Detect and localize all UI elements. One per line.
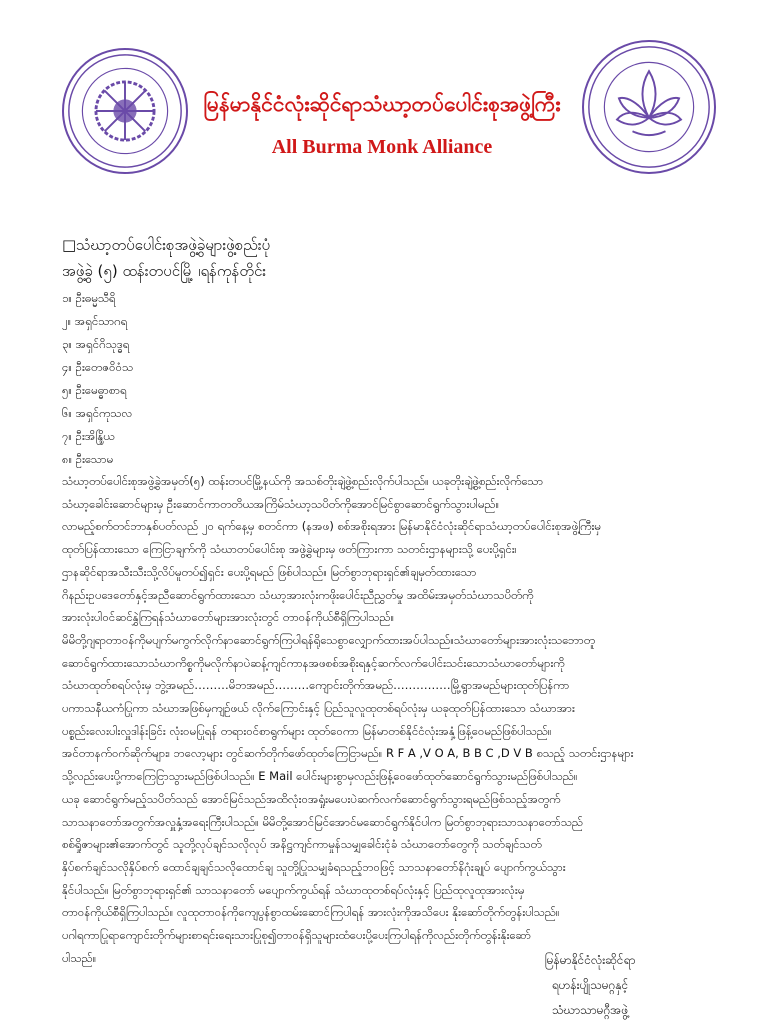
list-item: ၄။ ဦးတေဇဝိဝံသ bbox=[62, 360, 134, 374]
organization-title-burmese: မြန်မာနိုင်ငံလုံးဆိုင်ရာသံဃာ့တပ်ပေါင်းစုအဖွဲ့ကြီး bbox=[203, 92, 561, 116]
right-seal-logo bbox=[582, 40, 716, 174]
dharma-wheel-icon bbox=[64, 50, 186, 172]
body-line: သို့လည်းပေးပို့ကာကြေငြာသွားမည်ဖြစ်ပါသည်။ E Mail ပေါင်းများစွာမှလည်းဖြန့်ဝေဖော်ထုတ်ဆောင်ရွက်သွားမည်ဖြစ်ပါသည်။ bbox=[62, 769, 578, 784]
body-line: ပကာသနီယကံပြုကာ သံဃာအဖြစ်မှကျဉ်ဖယ် လိုက်ကြောင်းနှင့် ပြည်သူလူထုတစ်ရပ်လုံးမှ ယခုထုတ်ပြန်ထားသော သံဃာအား bbox=[62, 701, 575, 716]
lotus-icon bbox=[584, 42, 714, 172]
subunit-location-title: အဖွဲ့ခွဲ (၅) ထန်းတပင်မြို့ ၊ရန်ကုန်တိုင်း bbox=[62, 262, 267, 280]
body-line: သံဃာ့တပ်ပေါင်းစုအဖွဲ့ခွဲအမှတ်(၅) ထန်းတပင်မြို့နယ်ကို အသစ်တိုးချဲ့ဖွဲ့စည်းလိုက်ပါသည်။ ယခုတိုးချဲ့ဖွဲ့စည်းလိုက်သော bbox=[62, 474, 544, 488]
body-line: ထုတ်ပြန်ထားသော ကြေငြာချက်ကို သံဃာတပ်ပေါင်းစု အဖွဲ့ခွဲများမှ ဖတ်ကြားကာ သတင်းဌာနများသို့ ပေးပို့ရှင်း၊ bbox=[62, 542, 517, 557]
body-line: သာသနာတော်အတွက်အလှူနှံ့အရေးကြီးပါသည်။ မိမိတို့အောင်မြင်အောင်မဆောင်ရွက်နိုင်ပါက မြတ်စွာဘုရားသာသနာတော်သည် bbox=[62, 814, 584, 829]
body-line: ပါသည်။ bbox=[62, 950, 97, 965]
body-line: သံဃာထုတ်စရပ်လုံးမှ ဘွဲ့အမည်………မိဘအမည်………ကျောင်းတိုက်အမည်……………မြို့ရွာအမည်များထုတ်ပြန်ကာ bbox=[62, 678, 570, 693]
signature-block bbox=[510, 948, 670, 1023]
subunit-heading bbox=[62, 232, 270, 284]
body-line: အားလုံးပါဝင်ဆင်နွှဲကြရန်သံဃာတော်များအားလုံးတွင် တာဝန်ကိုယ်စီရှိကြပါသည်။ bbox=[62, 610, 395, 625]
body-line: ပစ္စည်းလေးပါးလှူဒါန်းခြင်း လုံးဝမပြုရန် တရားဝင်စာရွက်များ ထုတ်ဝေကာ မြန်မာတစ်နိုင်ငံလုံးအနှံ့ဖြန့်ဝေမည်ဖြစ်ပါသည်။ bbox=[62, 723, 552, 738]
body-line: တာဝန်ကိုယ်စီရှိကြပါသည်။ လူထုတာဝန်ကိုကျေပွန်စွာထမ်းဆောင်ကြပါရန် အားလုံးကိုအသိပေး နိုးဆော်တိုက်တွန်းပါသည်။ bbox=[62, 905, 560, 920]
list-item: ၆။ အရှင်ကုသလ bbox=[62, 406, 133, 420]
body-line: စစ်ရှိုဇာများ၏အောက်တွင် သူတို့လုပ်ချင်သလိုလုပ် အနိဋ္ဌကျင်ကာမှုန်သမျှခေါင်းငုံခံ သံဃာတော်တွေကို သတ်ချင်သတ် bbox=[62, 837, 542, 852]
signature-line: ရဟန်းပျိုသမဂ္ဂနှင့် bbox=[551, 978, 629, 992]
subunit-structure-title: □သံဃာ့တပ်ပေါင်းစုအဖွဲ့ခွဲများဖွဲ့စည်းပုံ bbox=[62, 236, 271, 254]
list-item: ၇။ ဦးအိန္ဒြိယ bbox=[62, 429, 115, 443]
signature-line: မြန်မာနိုင်ငံလုံးဆိုင်ရာ bbox=[544, 953, 636, 967]
list-item: ၈။ ဦးသောမ bbox=[62, 452, 114, 466]
body-line: သံဃာ့ခေါင်းဆောင်များမှ ဦးဆောင်ကာတတိယအကြိမ်သံဃာ့သပိတ်ကိုအောင်မြင်စွာဆောင်ရွက်သွားပါမည်။ bbox=[62, 496, 500, 511]
body-line: နိုင်ပါသည်။ မြတ်စွာဘုရားရှင်၏ သာသနာတော် မပျောက်ကွယ်ရန် သံဃာထုတစ်ရပ်လုံးနှင့် ပြည်ထုလူထုအားလုံးမှ bbox=[62, 882, 525, 897]
body-line: ဌာနဆိုင်ရာအသီးသီးသို့လိပ်မူတပ်၍ရှင်း ပေးပို့ရမည် ဖြစ်ပါသည်။ မြတ်စွာဘုရားရှင်၏ချမှတ်ထားသော bbox=[62, 564, 477, 579]
announcement-body bbox=[62, 470, 712, 969]
body-line: ယခု ဆောင်ရွက်မည့်သပိတ်သည် အောင်မြင်သည်အထိလုံးဝအရှုံးမပေးပဲဆက်လက်ဆောင်ရွက်သွားရမည်ဖြစ်သည့်အတွက် bbox=[62, 791, 561, 806]
body-line: မိမိတို့ဂျရာတာဝန်ကိုမပျက်မကွက်လိုက်နာဆောင်ရွက်ကြပါရန်ရိုသေစွာလျှောက်ထားအပ်ပါသည်။သံဃာတော်များအားလုံးသဘောတူ bbox=[62, 632, 596, 647]
body-line: ဆောင်ရွက်ထားသောသံဃာကိစ္စကိုမလိုက်နာပဲဆန့်ကျင်ကာနအဖစစ်အစိုးရနှင့်ဆက်လက်ပေါင်းသင်းသောသံဃာတော်များကို bbox=[62, 655, 565, 670]
list-item: ၅။ ဦးမေဓ္ဓာစာရ bbox=[62, 383, 127, 397]
signature-line: သံဃာသာမဂ္ဂီအဖွဲ့ bbox=[551, 1003, 629, 1017]
body-line: ဂိနည်းဥပဒေတော်နှင့်အညီဆောင်ရွက်ထားသော သံဃာ့အားလုံးကဖိုးပေါင်းညီညွှတ်မှု အထိမ်းအမှတ်သံဃာသပိတ်ကို bbox=[62, 587, 534, 602]
body-line: နှိပ်စက်ချင်သလိုနှိပ်စက် ထောင်ချချင်သလိုထောင်ချ သူတို့ပြုသမျှခံရသည့်ဘဝဖြင့် သာသနာတော်နိဂုံးချုပ် ပျောက်ကွယ်သွား bbox=[62, 859, 566, 874]
body-line: လာမည့်စက်တင်ဘာနှစ်ပတ်လည် ၂၀ ရက်နေ့မှ စတင်ကာ (နအဖ) စစ်အစိုးရအား မြန်မာနိုင်ငံလုံးဆိုင်ရာသံဃာ့တပ်ပေါင်းစုအဖွဲ့ကြီးမှ bbox=[62, 519, 601, 534]
list-item: ၂။ အရှင်သာဂရ bbox=[62, 314, 128, 328]
organization-title-english: All Burma Monk Alliance bbox=[271, 136, 493, 158]
member-list bbox=[62, 287, 133, 471]
list-item: ၁။ ဦးဓမ္မသီရိ bbox=[62, 291, 116, 305]
body-line: အင်တာနက်ဝက်ဆိုက်များ၊ ဘလော့များ တွင်ဆက်တိုက်ဖော်ထုတ်ကြေငြာမည်။ R F A ,V O A, B B C ,D V B စသည့် သတင်းဌာနများ bbox=[62, 746, 634, 761]
list-item: ၃။ အရှင်ဂိသုဒ္ဓရ bbox=[62, 337, 130, 351]
body-line: ပဂါရကာပြုရာကျောင်းတိုက်များစာရင်းရေးသားပြုစု၍တာဝန်ရှိသူများထံပေးပို့ပေးကြပါရန်ကိုလည်းတိုက်တွန်းနိုးဆော် bbox=[62, 928, 532, 943]
left-seal-logo bbox=[62, 48, 188, 174]
